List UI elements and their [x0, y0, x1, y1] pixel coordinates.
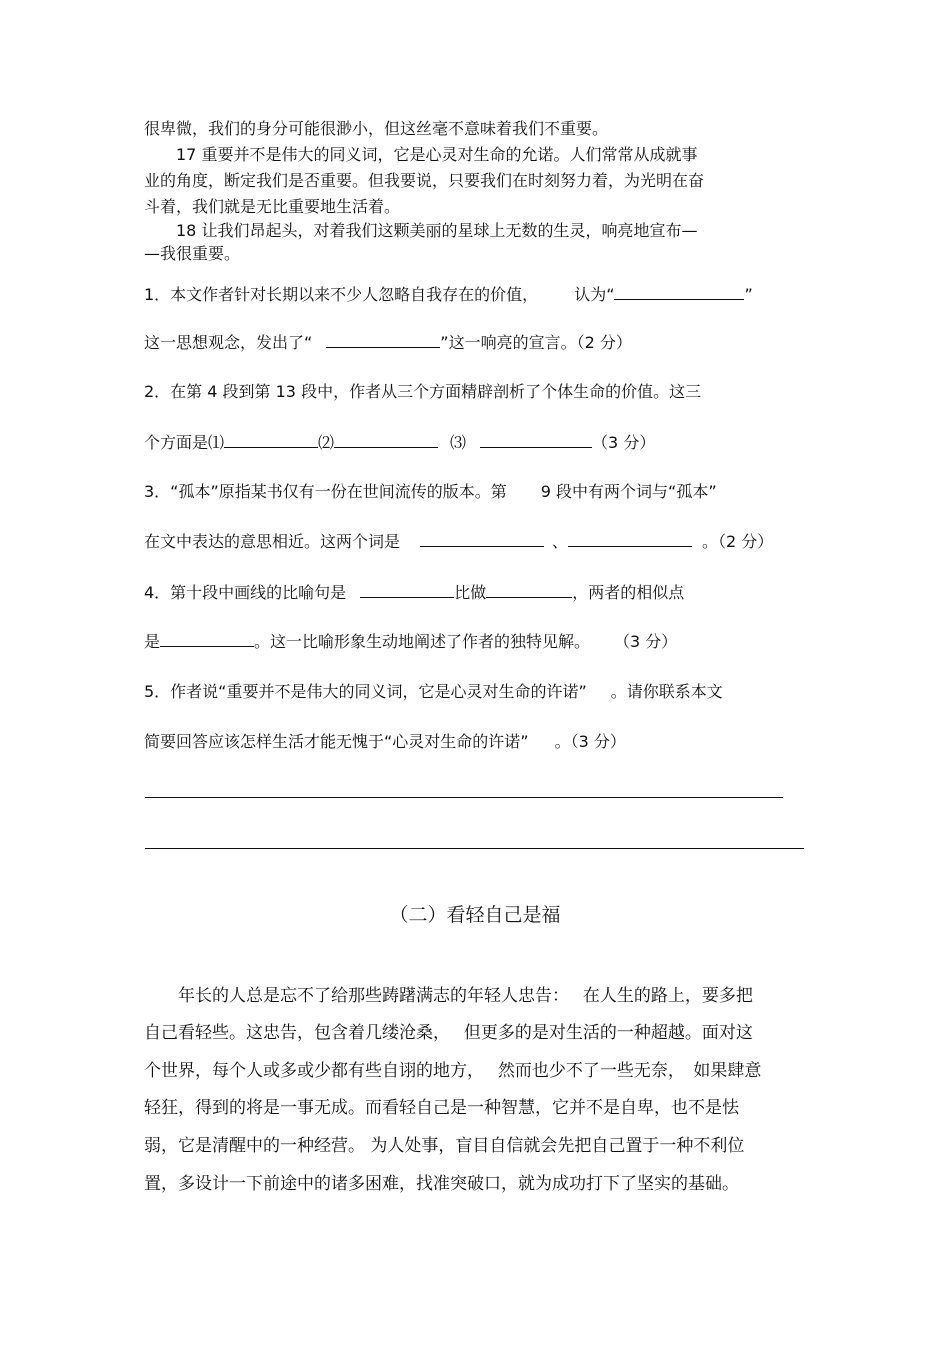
q3-text: 。（2 分）: [702, 532, 774, 551]
passage-line: 业的角度，断定我们是否重要。但我要说，只要我们在时刻努力着，为光明在奋: [144, 171, 705, 190]
q4-text: 是: [144, 632, 161, 651]
q2-text: ⑵: [318, 433, 335, 452]
passage-line: —我很重要。: [144, 244, 241, 263]
question-5-line-1: [144, 681, 723, 703]
q3-text: 3．“孤本”原指某书仅有一份在世间流传的版本。第: [144, 482, 507, 501]
q5-text: 。请你联系本文: [610, 682, 723, 701]
q4-text: （3 分）: [614, 632, 678, 651]
q5-text: 。（3 分）: [554, 732, 626, 751]
q2-answer-blank-1[interactable]: [224, 431, 318, 448]
q4-answer-blank-2[interactable]: [486, 581, 572, 598]
q1-text: ”: [744, 285, 753, 304]
question-5-line-2: [144, 731, 626, 753]
q5-answer-line-2[interactable]: [145, 848, 804, 849]
passage-line: 18 让我们昂起头，对着我们这颗美丽的星球上无数的生灵，响亮地宣布—: [144, 221, 698, 240]
q5-answer-line-1[interactable]: [145, 797, 783, 798]
passage-line: 自己看轻些。这忠告，包含着几缕沧桑， 但更多的是对生活的一种超越。面对这: [144, 1023, 753, 1043]
question-1-line-1: [144, 283, 753, 306]
passage-line: 17 重要并不是伟大的同义词，它是心灵对生命的允诺。人们常常从成就事: [144, 145, 698, 164]
q3-answer-blank-1[interactable]: [420, 530, 544, 547]
passage-line: 很卑微，我们的身分可能很渺小，但这丝毫不意味着我们不重要。: [144, 119, 609, 138]
section-2-title: （二）看轻自己是福: [389, 904, 561, 926]
q1-text: 1．本文作者针对长期以来不少人忽略自我存在的价值，: [144, 285, 539, 304]
q3-text: 在文中表达的意思相近。这两个词是: [144, 532, 401, 551]
question-2-line-2: [144, 431, 655, 454]
passage-line: 置，多设计一下前途中的诸多困难，找准突破口，就为成功打下了坚实的基础。: [144, 1174, 739, 1194]
passage-line: 弱，它是清醒中的一种经营。 为人处事，盲目自信就会先把自己置于一种不利位: [144, 1136, 745, 1156]
question-3-line-2: [144, 530, 773, 553]
q3-answer-blank-2[interactable]: [568, 530, 692, 547]
q2-text: 个方面是⑴: [144, 433, 225, 452]
passage-line: 年长的人总是忘不了给那些踌躇满志的年轻人忠告： 在人生的路上，要多把: [144, 986, 753, 1006]
passage-line: 斗着，我们就是无比重要地生活着。: [144, 197, 401, 216]
passage-line: 个世界，每个人或多或少都有些自诩的地方， 然而也少不了一些无奈， 如果肆意: [144, 1061, 762, 1081]
q3-text: 、: [552, 532, 569, 551]
q4-text: 4．第十段中画线的比喻句是: [144, 583, 347, 602]
q1-text: 这一思想观念，发出了“: [144, 333, 313, 352]
q4-text: 比做: [454, 583, 487, 602]
q2-answer-blank-2[interactable]: [334, 431, 438, 448]
passage-line: 轻狂，得到的将是一事无成。而看轻自己是一种智慧，它并不是自卑，也不是怯: [144, 1098, 739, 1118]
question-4-line-1: [144, 581, 684, 604]
q5-text: 简要回答应该怎样生活才能无愧于“心灵对生命的许诺”: [144, 732, 529, 751]
q4-answer-blank-3[interactable]: [160, 630, 254, 647]
question-3-line-1: [144, 481, 717, 503]
q1-answer-blank-1[interactable]: [614, 283, 744, 300]
question-4-line-2: [144, 630, 677, 653]
q2-answer-blank-3[interactable]: [480, 431, 592, 448]
q4-text: ，两者的相似点: [572, 583, 685, 602]
question-2-line-1: 2．在第 4 段到第 13 段中，作者从三个方面精辟剖析了个体生命的价值。这三: [144, 382, 702, 401]
q4-text: 。这一比喻形象生动地阐述了作者的独特见解。: [254, 632, 591, 651]
q2-text: （3 分）: [592, 433, 656, 452]
q2-text: ⑶: [450, 433, 467, 452]
q3-text: 9 段中有两个词与“孤本”: [540, 482, 717, 501]
q5-text: 5．作者说“重要并不是伟大的同义词，它是心灵对生命的许诺”: [144, 682, 587, 701]
q1-answer-blank-2[interactable]: [326, 331, 440, 348]
q1-text: 认为“: [574, 285, 615, 304]
question-1-line-2: [144, 331, 632, 354]
q1-text: ”这一响亮的宣言。（2 分）: [440, 333, 632, 352]
q4-answer-blank-1[interactable]: [360, 581, 454, 598]
